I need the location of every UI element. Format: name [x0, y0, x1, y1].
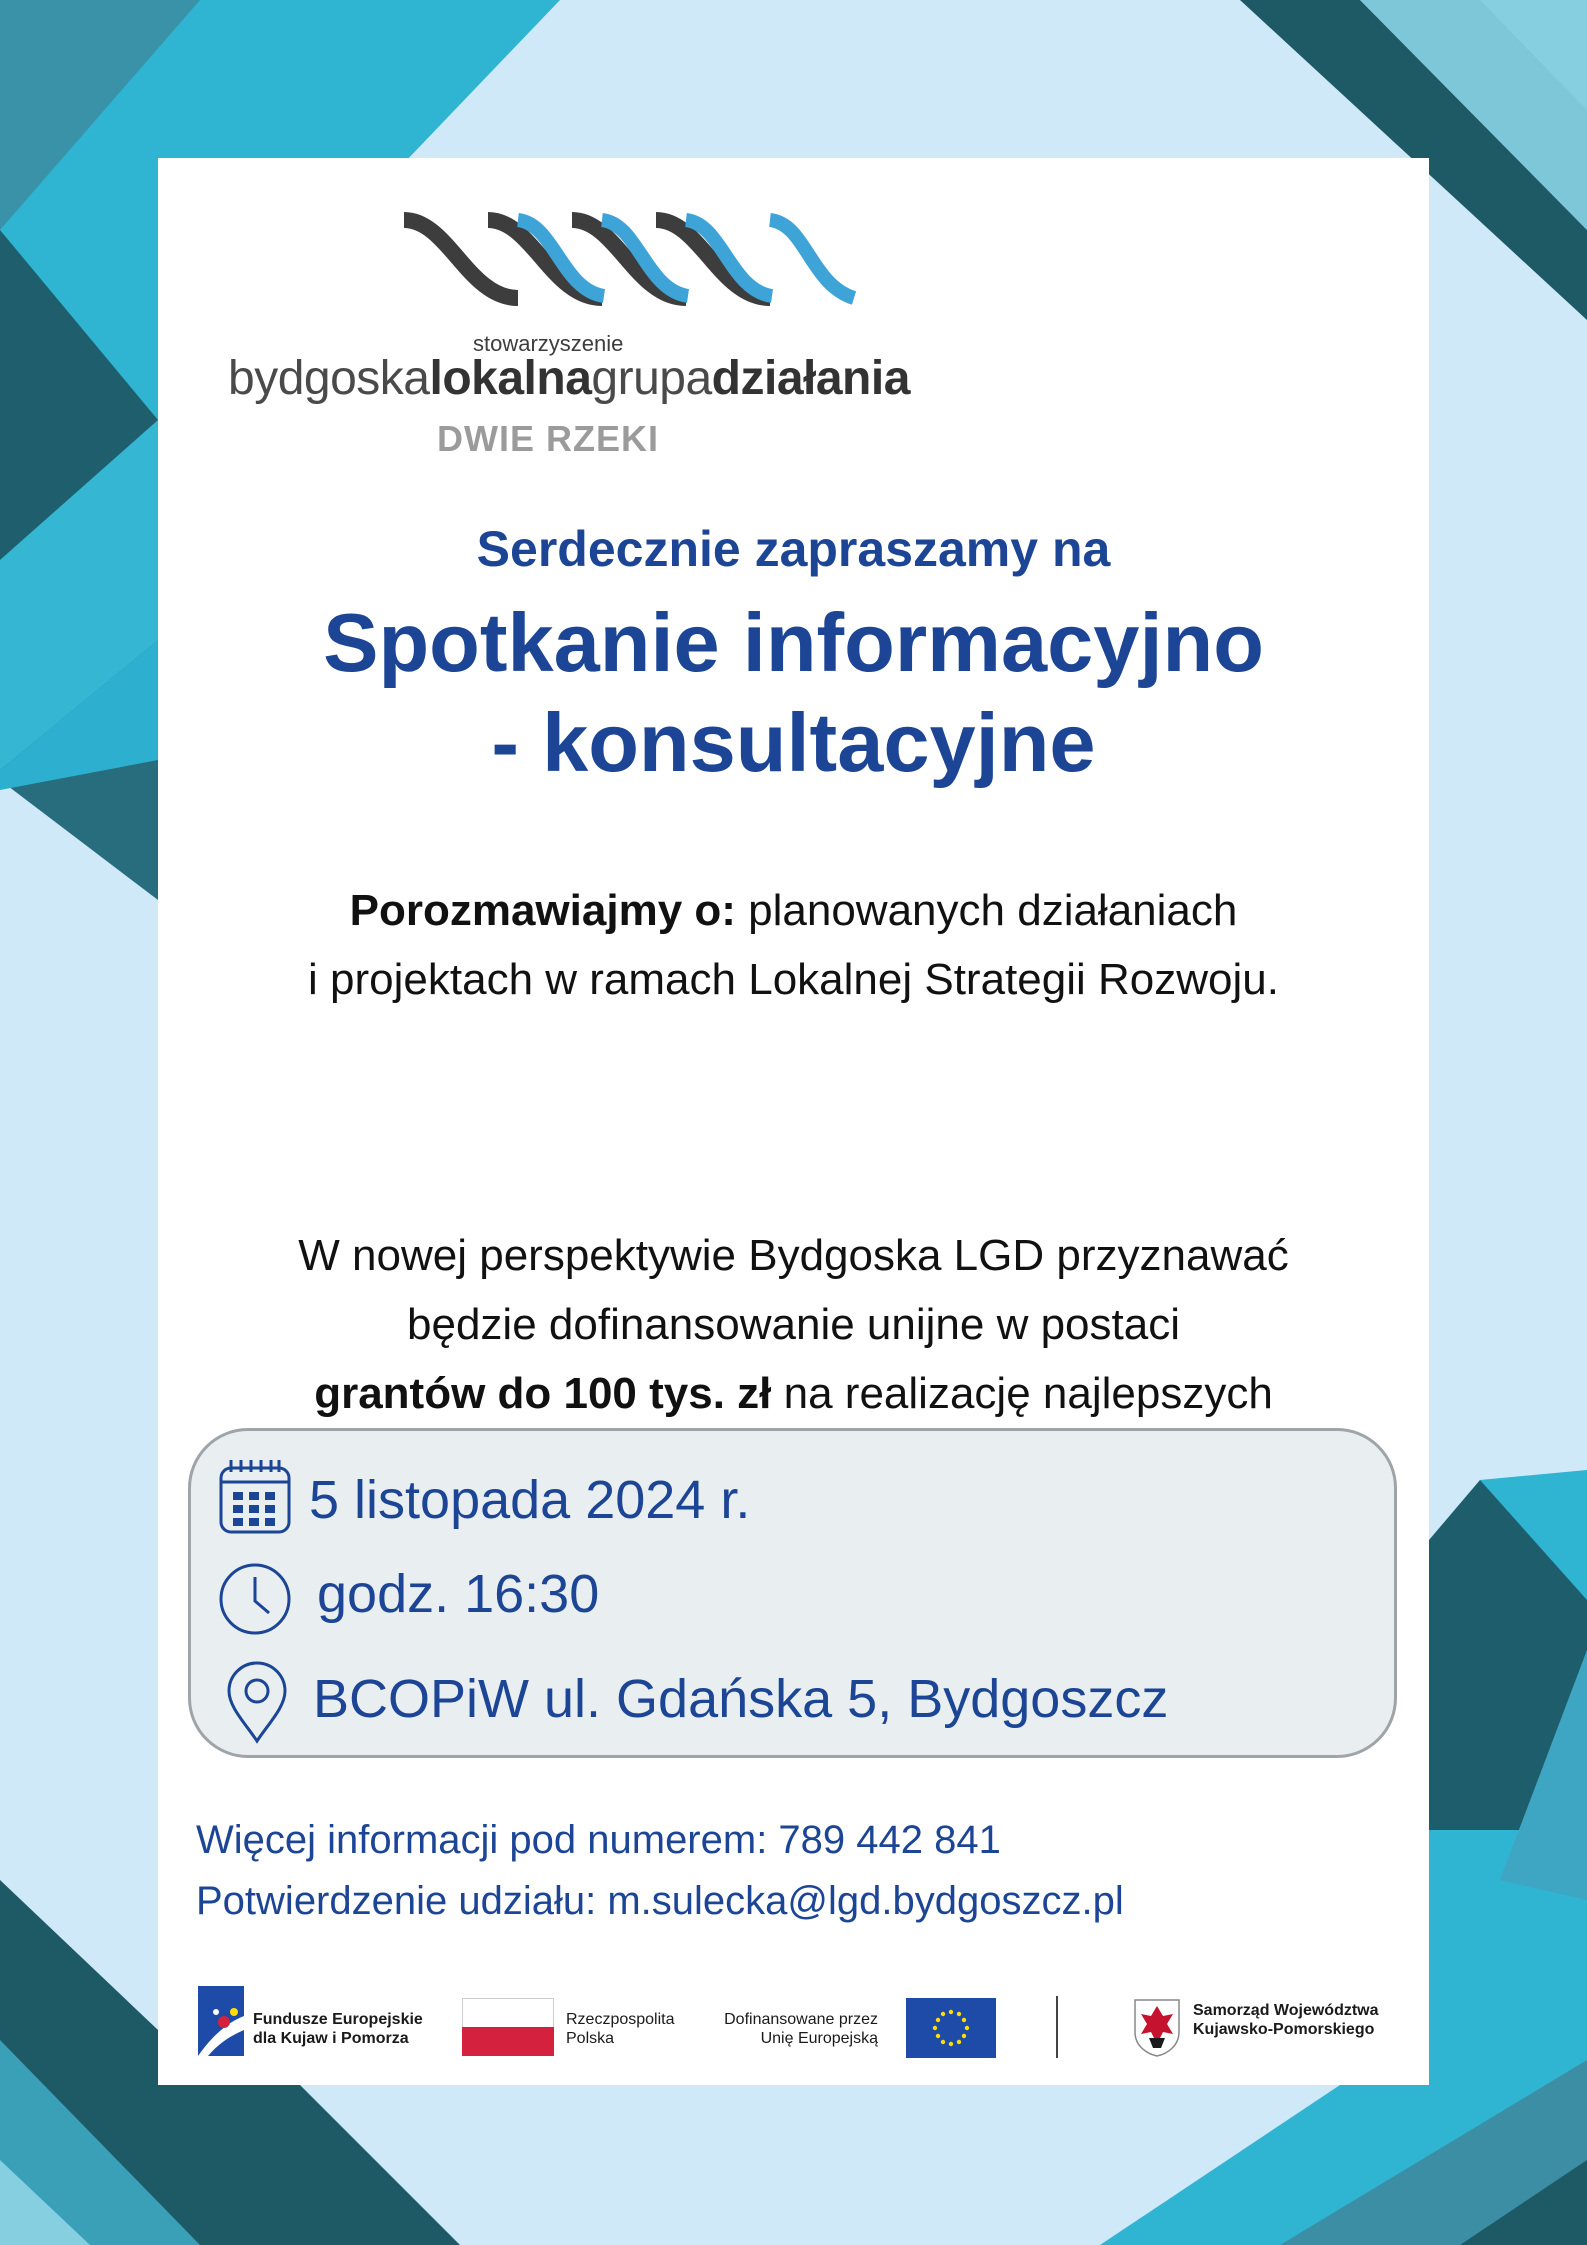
event-place: BCOPiW ul. Gdańska 5, Bydgoszcz: [313, 1669, 1169, 1729]
paragraph-grants-line-3: [158, 1359, 1429, 1428]
title-line-2: - konsultacyjne: [491, 696, 1096, 789]
paragraph-discuss-rest: planowanych działaniach: [735, 886, 1238, 935]
logo-part-dzialania: działania: [711, 352, 910, 405]
paragraph-discuss-line-1: [158, 876, 1429, 945]
logo-pre-text: stowarzyszenie: [473, 331, 624, 356]
title-line-1: Spotkanie informacyjno: [323, 596, 1264, 689]
poster-card: [158, 158, 1429, 2085]
paragraph-grants-bold: grantów do 100 tys. zł: [314, 1369, 772, 1418]
lgd-waves-logo-icon: [158, 158, 1429, 308]
clock-icon: [217, 1561, 293, 1637]
event-date: 5 listopada 2024 r.: [309, 1470, 751, 1530]
sw-text-line-2: Kujawsko-Pomorskiego: [1193, 2021, 1375, 2038]
event-details-box: [188, 1428, 1397, 1758]
paragraph-grants-line-2: będzie dofinansowanie unijne w postaci: [407, 1300, 1180, 1349]
paragraph-grants-rest: na realizację najlepszych: [771, 1369, 1273, 1418]
event-time: godz. 16:30: [317, 1564, 600, 1624]
logo-subtitle: DWIE RZEKI: [437, 418, 659, 459]
eu-flag-icon: [906, 1998, 996, 2058]
fe-text: [253, 2010, 423, 2048]
kujawsko-pomorskie-coat-of-arms-icon: [1133, 1998, 1181, 2058]
paragraph-grants-line-1: W nowej perspektywie Bydgoska LGD przyznawać: [298, 1231, 1289, 1280]
location-pin-icon: [225, 1661, 289, 1745]
sw-text: [1193, 2001, 1379, 2039]
rp-text: [566, 2010, 675, 2048]
logo-wordmark: [228, 351, 910, 406]
poland-flag-icon: [462, 1998, 554, 2056]
paragraph-discuss-line-2: i projektach w ramach Lokalnej Strategii Rozwoju.: [308, 955, 1279, 1004]
paragraph-discuss-bold: Porozmawiajmy o:: [349, 886, 736, 935]
eu-text-line-1: Dofinansowane przez: [724, 2011, 878, 2028]
calendar-icon: [217, 1456, 293, 1536]
logo-part-grupa: grupa: [591, 352, 712, 405]
rp-text-line-1: Rzeczpospolita: [566, 2011, 675, 2028]
fundusze-europejskie-logo-icon: [198, 1986, 244, 2056]
logo-part-lokalna: lokalna: [429, 352, 592, 405]
footer-divider: [1056, 1996, 1058, 2058]
fe-text-line-1: Fundusze Europejskie: [253, 2011, 423, 2028]
sw-text-line-1: Samorząd Województwa: [1193, 2002, 1379, 2019]
eu-text: [698, 2010, 878, 2048]
contact-phone-line: Więcej informacji pod numerem: 789 442 841: [196, 1818, 1001, 1862]
logo-part-bydgoska: bydgoska: [228, 352, 430, 405]
fe-text-line-2: dla Kujaw i Pomorza: [253, 2030, 409, 2047]
event-title: [158, 593, 1429, 793]
eu-text-line-2: Unię Europejską: [760, 2030, 878, 2047]
invite-line: Serdecznie zapraszamy na: [476, 521, 1111, 577]
rp-text-line-2: Polska: [566, 2030, 615, 2047]
contact-email-line: Potwierdzenie udziału: m.sulecka@lgd.bydgoszcz.pl: [196, 1879, 1124, 1923]
paragraph-discuss: [158, 876, 1429, 1014]
